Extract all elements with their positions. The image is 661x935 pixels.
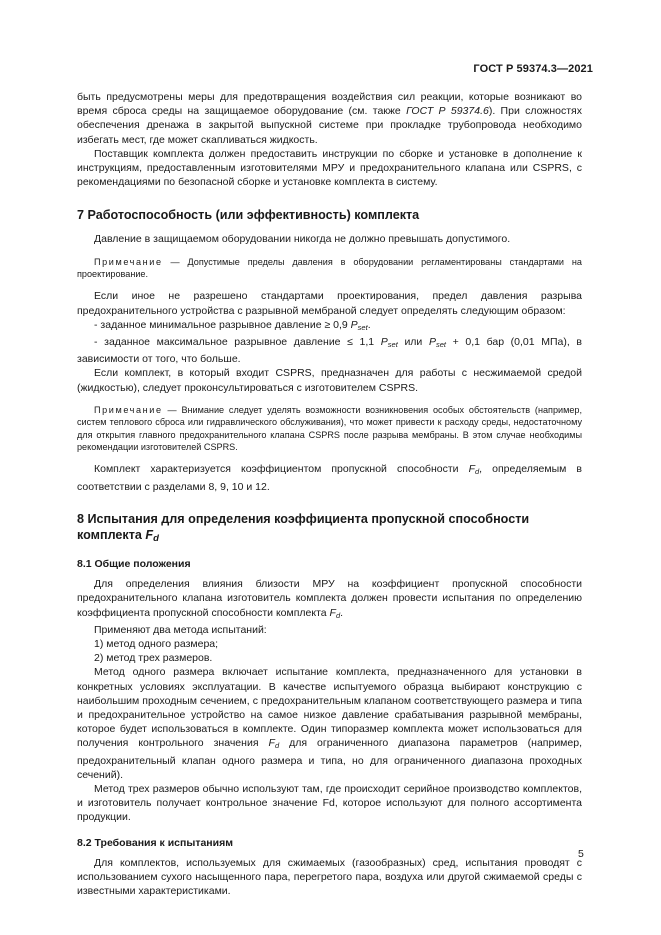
pressure-limit-paragraph: Давление в защищаемом оборудовании никогда не должно превышать допустимого. bbox=[94, 233, 511, 246]
note-label: Примечание bbox=[94, 256, 163, 267]
test-requirements-paragraph: Для комплектов, используемых для сжимаемых (газообразных) сред, испытания проводят с использованием сухого насыщенного пара, перегретого пара, воздуха или другой сжимаемой среды с известными характеристиками. bbox=[77, 856, 582, 898]
three-size-method-paragraph: Метод трех размеров обычно используют там, где происходит серийное производство комплектов, и изготовитель получает контрольное значение Fd, которое используют для полного ассортимента продукции. bbox=[77, 782, 582, 824]
flow-coefficient-paragraph: Комплект характеризуется коэффициентом пропускной способности $F_d$, определяемым в соответствии с разделами 8, 9, 10 и 12. bbox=[77, 463, 583, 493]
max-burst-item: - заданное максимальное разрывное давление ≤ 1,1 $P_{set}$ или $P_{set} + 0,1$ бар (0,01 МПа), в зависимости от того, что больше. bbox=[77, 336, 582, 366]
section-8-1-heading: 8.1 Общие положения bbox=[77, 557, 191, 570]
note-2: Примечание — Внимание следует уделять возможности возникновения особых обстоятельств (например, систем теплового сброса или гидравлического обслуживания), что может привести к расходу среды, недостаточному для открытия главного предохранительного клапана CSPRS после разрыва мембраны. В этом случае необходимы рекомендации изготовителей CSPRS. bbox=[77, 404, 582, 453]
section-8-heading: 8 Испытания для определения коэффициента пропускной способности комплекта $F_d$ bbox=[77, 511, 530, 544]
methods-intro: Применяют два метода испытаний: bbox=[94, 623, 267, 636]
installer-instructions-paragraph: Поставщик комплекта должен предоставить инструкции по сборке и установке в дополнение к инструкциям, предоставленным изготовителями МРУ и предохранительного клапана или CSPRS, с рекомендациями по безопасной сборке и установке комплекта в систему. bbox=[77, 147, 582, 189]
standard-code: ГОСТ Р 59374.3—2021 bbox=[473, 63, 593, 75]
page-number: 5 bbox=[578, 848, 584, 860]
method-item-1: 1) метод одного размера; bbox=[94, 637, 219, 650]
note-1: Примечание — Допустимые пределы давления в оборудовании регламентированы стандартами на проектирование. bbox=[77, 256, 582, 280]
section-8-2-heading: 8.2 Требования к испытаниям bbox=[77, 836, 233, 849]
intro-paragraph: быть предусмотрены меры для предотвращения воздействия сил реакции, которые возникают во время сброса среды на защищаемое оборудование (см. также ГОСТ Р 59374.6). При сложностях обеспечения дренажа в закрытой выпускной системе при прокладке трубопровода необходимо избегать мест, где может скапливаться жидкость. bbox=[77, 91, 582, 146]
page-content bbox=[77, 90, 582, 898]
test-purpose-paragraph: Для определения влияния близости МРУ на коэффициент пропускной способности предохранительного клапана изготовитель комплекта должен провести испытания по определению коэффициента пропускной способности комплекта $F_d$. bbox=[77, 578, 582, 620]
method-item-2: 2) метод трех размеров. bbox=[94, 652, 213, 665]
incompressible-fluid-paragraph: Если комплект, в который входит CSPRS, предназначен для работы с несжимаемой средой (жидкостью), следует проконсультироваться с изготовителем CSPRS. bbox=[77, 367, 582, 394]
note-label: Примечание bbox=[94, 404, 163, 415]
min-burst-item: - заданное минимальное разрывное давление ≥ 0,9 $P_{set}$. bbox=[94, 318, 371, 332]
single-size-method-paragraph: Метод одного размера включает испытание комплекта, предназначенного для установки в конкретных условиях эксплуатации. В качестве испытуемого образца выбирают конструкцию с наибольшим проходным сечением, с предохранительным клапаном соответствующего размера и типа и предохранительное устройство на самое низкое давление срабатывания разрывной мембраны, которое будет использоваться в комплекте. Один типоразмер комплекта может использоваться для получения контрольного значения $F_d$ для ограниченного диапазона параметров (например, предохранительный клапан одного размера и типа, но для ограниченного диапазона проходных сечений). bbox=[77, 666, 582, 781]
section-7-heading: 7 Работоспособность (или эффективность) комплекта bbox=[77, 208, 420, 223]
burst-pressure-paragraph: Если иное не разрешено стандартами проектирования, предел давления разрыва предохранительного устройства с разрывной мембраной следует определять следующим образом: bbox=[77, 290, 582, 317]
standard-reference: ГОСТ Р 59374.6 bbox=[406, 105, 489, 118]
